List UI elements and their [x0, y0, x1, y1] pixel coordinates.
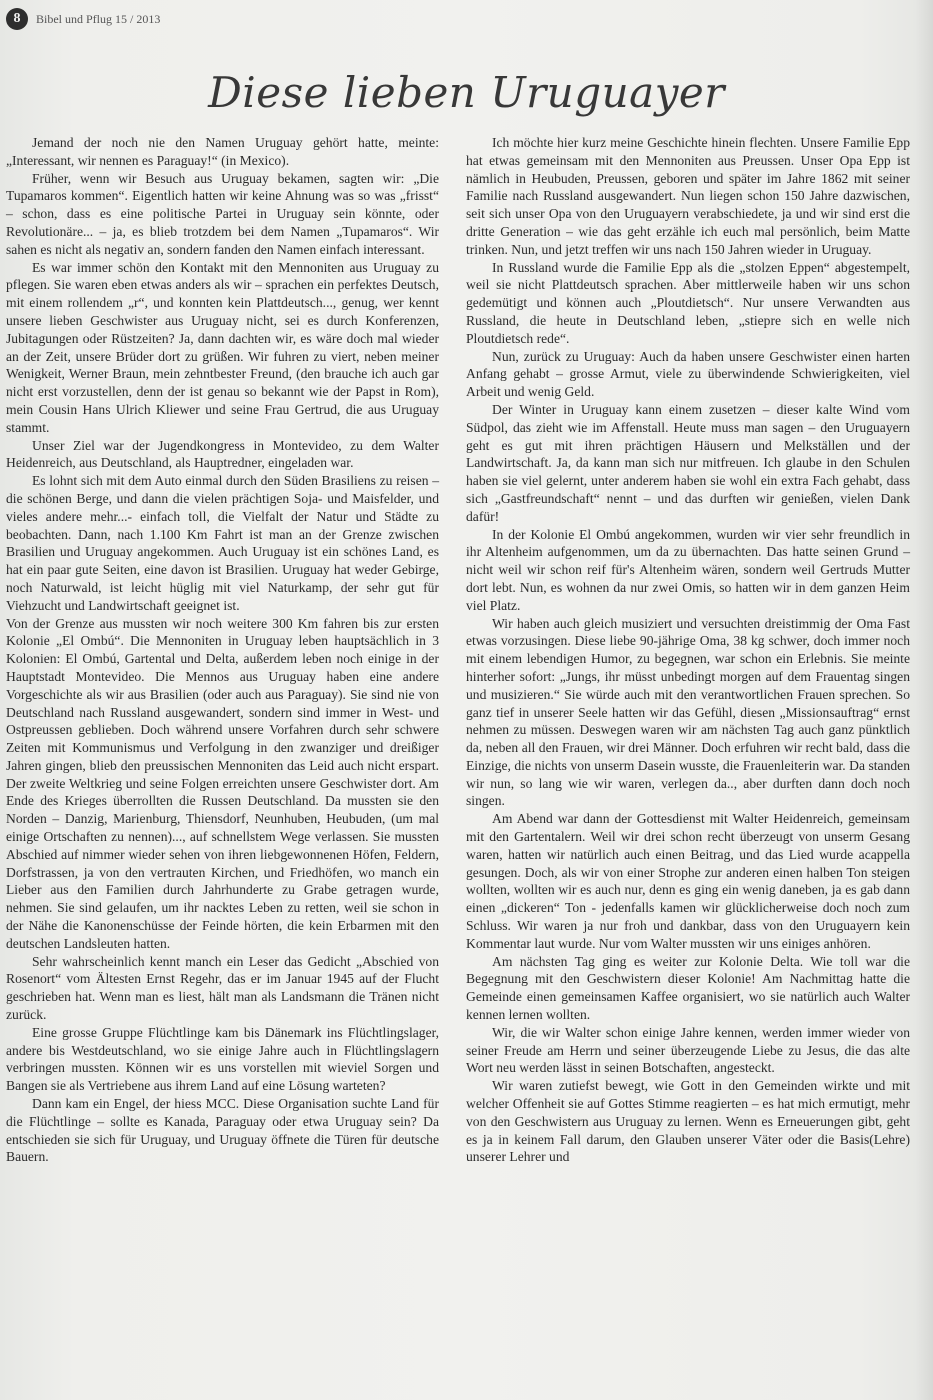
- paragraph: Es war immer schön den Kontakt mit den Mennoniten aus Uruguay zu pflegen. Sie waren eben etwas anders als wir – sprachen ein perfektes Deutsch, mit einem rollendem „r“, und konnten kein Plattdeutsch..., genug, wer kennt unsere lieben Geschwister aus Uruguay nicht, sei es durch Konferenzen, Jubitagungen oder Rüstzeiten? Ja, dann dachten wir, es wäre doch mal wieder an der Zeit, unsere Brüder dort zu grüßen. Wir fuhren zu viert, neben meiner Wenigkeit, Werner Braun, mein zehntbester Freund, (den brauche ich auch gar nicht erst vorzustellen, denn der ist genau so bekannt wie der Papst in Rom), mein Cousin Hans Ulrich Kliewer und seine Frau Gertrud, die aus Uruguay stammt.: [6, 259, 439, 435]
- paragraph: Jemand der noch nie den Namen Uruguay gehört hatte, meinte: „Interessant, wir nennen es Paraguay!“ (in Mexico).: [6, 135, 439, 168]
- paragraph: Von der Grenze aus mussten wir noch weitere 300 Km fahren bis zur ersten Kolonie „El Ombú“. Die Mennoniten in Uruguay leben hauptsächlich in 3 Kolonien: El Ombú, Gartental und Delta, außerdem leben noch einige in der Hauptstadt Montevideo. Die Mennos aus Uruguay haben eine andere Vorgeschichte als wir aus Brasilien (oder auch aus Paraguay). Sie sind nie von Deutschland nach Russland ausgewandert, sondern sind immer in West- und Ostpreussen geblieben. Doch während unsere Vorfahren durch sehr schwere Zeiten mit Kommunismus und Verfolgung in den zwanziger und dreißiger Jahren gingen, blieb den preussischen Mennoniten das Leid auch nicht erspart. Der zweite Weltkrieg und seine Folgen erreichten unsere Geschwister dort. Am Ende des Krieges überrollten die Russen Deutschland. Da mussten sie den Norden – Danzig, Marienburg, Thiensdorf, Neunhuben, Heubuden, (um mal einige Ortschaften zu nennen)..., auf schnellstem Wege verlassen. Sie mussten Abschied auf nimmer wieder sehen von ihren liebgewonnenen Höfen, Feldern, Dorfstrassen, ja von den vertrauten Kirchen, und Friedhöfen, wo manch ein Lieber aus den Familien durch Jahrhunderte zu Grabe getragen wurde, nehmen. Sie sind gelaufen, um ihr nacktes Leben zu retten, weil sie schon in der Nähe die Kanonenschüsse der Feinde hörten, die kein Erbarmen mit den deutschen Landsleuten hatten.: [6, 615, 439, 951]
- left-column: [6, 134, 439, 1166]
- paragraph: Am nächsten Tag ging es weiter zur Kolonie Delta. Wie toll war die Begegnung mit den Geschwistern dieser Kolonie! Am Nachmittag hatte die Gemeinde einen gemeinsamen Kaffee organisiert, wo sie natürlich auch Walter kennen lernen wollten.: [466, 953, 910, 1023]
- paragraph: Wir, die wir Walter schon einige Jahre kennen, werden immer wieder von seiner Freude am Herrn und seiner überzeugende Liebe zu Jesus, die das alte Wort neu werden lässt in seinen Botschaften, angesteckt.: [466, 1024, 910, 1076]
- paragraph: Ich möchte hier kurz meine Geschichte hinein flechten. Unsere Familie Epp hat etwas gemeinsam mit den Mennoniten aus Preussen. Unser Opa Epp ist nämlich in Heubuden, Preussen, geboren und später im Jahre 1862 mit seiner Familie nach Russland ausgewandert. Nun liegen schon 150 Jahre dazwischen, seit sich unser Opa von den Uruguayern verabschiedete, ja und wir sind erst die dritte Generation – wie das geht erzähle ich euch mal persönlich, beim Matte trinken. Nun, und jetzt treffen wir uns nach 150 Jahren wieder in Uruguay.: [466, 135, 910, 257]
- paragraph: In Russland wurde die Familie Epp als die „stolzen Eppen“ abgestempelt, weil sie nicht Plattdeutsch sprachen. Aber mittlerweile haben wir uns schon gedemütigt und können auch „Ploutdietsch“. Nur unsere Verwandten aus Russland, die heute in Deutschland leben, „stiepre sich en welle nich Ploutdietsch rede“.: [466, 259, 910, 346]
- paragraph: Dann kam ein Engel, der hiess MCC. Diese Organisation suchte Land für die Flüchtlinge – sollte es Kanada, Paraguay oder etwa Uruguay sein? Da entschieden sie sich für Uruguay, und Uruguay öffnete die Türen für deutsche Bauern.: [6, 1096, 439, 1165]
- right-column: [466, 134, 910, 1166]
- paragraph: Eine grosse Gruppe Flüchtlinge kam bis Dänemark ins Flüchtlingslager, andere bis Westdeutschland, wo sie einige Jahre auch in Flüchtlingslagern verbringen mussten. Können wir es uns vorstellen mit wieviel Sorgen und Bangen sie als Vertriebene aus ihrem Land auf eine Lösung warteten?: [6, 1024, 439, 1094]
- paragraph: Wir haben auch gleich musiziert und versuchten dreistimmig der Oma Fast etwas vorzusingen. Diese liebe 90-jährige Oma, 38 kg schwer, doch immer noch mit einem lebendigen Humor, zu begegnen, war schon ein Erlebnis. Sie meinte hinterher sofort: „Jungs, ihr müsst unbedingt morgen auf dem Frauentag singen und musizieren.“ Sie würde auch mit den verantwortlichen Frauen sprechen. So ganz tief in unserer Seele hatten wir das Gefühl, diesen „Missionsauftrag“ ernst nehmen zu müssen. Deswegen waren wir am nächsten Tag auch ganz pünktlich da, neben all den Frauen, wir drei Männer. Doch erfuhren wir recht bald, dass die Einzige, die nichts von unserm Dasein wusste, die Frauenleiterin war. Da standen wir nun, so lang wie wir waren, verlegen da.., aber durften dann doch noch singen.: [466, 615, 910, 809]
- page-header: [6, 8, 160, 30]
- paragraph: Früher, wenn wir Besuch aus Uruguay bekamen, sagten wir: „Die Tupamaros kommen“. Eigentlich hatten wir keine Ahnung was so was „frisst“ – schon, dass es eine politische Partei in Uruguay sein könnte, oder Revolutionäre... – ja, es blieb trotzdem bei dem Namen „Tupamaros“. Wir sahen es nicht als negativ an, sondern fanden den Namen einfach interessant.: [6, 170, 439, 257]
- paragraph: Unser Ziel war der Jugendkongress in Montevideo, zu dem Walter Heidenreich, aus Deutschland, als Hauptredner, eingeladen war.: [6, 437, 439, 471]
- paragraph: Nun, zurück zu Uruguay: Auch da haben unsere Geschwister einen harten Anfang gehabt – grosse Armut, viele zu überwindende Schwierigkeiten, viel Arbeit und wenig Geld.: [466, 348, 910, 400]
- paragraph: Der Winter in Uruguay kann einem zusetzen – dieser kalte Wind vom Südpol, das zieht wie im Affenstall. Heute muss man sagen – den Uruguayern geht es gut mit ihren prächtigen Häusern und Melkställen und der Landwirtschaft. Ja, da kann man sich nur mitfreuen. Ich glaube in den Schulen haben sie viel gelernt, unter anderem haben sie wohl ein extra Fach gehabt, dass sich „Gastfreundschaft“ nennt – und das durften wir genießen, vielen Dank dafür!: [466, 401, 910, 524]
- paragraph: In der Kolonie El Ombú angekommen, wurden wir vier sehr freundlich in ihr Altenheim aufgenommen, um da zu übernachten. Das hatte seinen Grund – nicht weil wir schon reif für's Altenheim wären, sondern weil Gertruds Mutter dort lebt. Nun, es wohnen da nur zwei Omis, so hatten wir in dem ganzen Heim viel Platz.: [466, 526, 910, 613]
- page-edge-shadow: [915, 0, 933, 1400]
- paragraph: Es lohnt sich mit dem Auto einmal durch den Süden Brasiliens zu reisen – die schönen Berge, und dann die vielen prächtigen Soja- und Maisfelder, und vieles andere mehr...- einfach toll, die Vielfalt der Natur und Städte zu beobachten. Dann, nach 1.100 Km Fahrt ist man an der Grenze zwischen Brasilien und Uruguay angekommen. Auch Uruguay ist ein schönes Land, es hat ein paar gute Seiten, eine davon ist Brasilien. Uruguay hat weder Gebirge, noch Naturwald, ist leicht hüglig mit viel Naturkamp, der sehr gut für Viehzucht und Landwirtschaft geeignet ist.: [6, 473, 439, 613]
- paragraph: Sehr wahrscheinlich kennt manch ein Leser das Gedicht „Abschied von Rosenort“ vom Ältesten Ernst Regehr, das er im Januar 1945 auf der Flucht geschrieben hat. Wenn man es liest, hält man als Landsmann die Tränen nicht zurück.: [6, 953, 439, 1023]
- running-head: Bibel und Pflug 15 / 2013: [36, 11, 161, 26]
- page-number-badge: 8: [6, 8, 28, 30]
- paragraph: Wir waren zutiefst bewegt, wie Gott in den Gemeinden wirkte und mit welcher Offenheit sie auf Gottes Stimme reagierten – es hat mich ermutigt, mehr von den Geschwistern aus Uruguay zu lernen. Wenn es Erneuerungen gibt, geht es ja in keinem Fall darum, den Glauben unserer Väter oder die Basis(Lehre) unserer Lehrer und: [466, 1078, 910, 1165]
- paragraph: Am Abend war dann der Gottesdienst mit Walter Heidenreich, gemeinsam mit den Gartentalern. Weil wir drei schon recht überzeugt von unserm Gesang waren, hatten wir natürlich auch einen Beitrag, und das Lied wurde acappella gesungen. Doch, als wir von einer Strophe zur anderen einen halben Ton steigen wollten, wollten wir es auch nur, denn es ging ein wenig daneben, ja es gab dann einen „dickeren“ Ton - jedenfalls kamen wir glücklicherweise doch noch zum Schluss. Wir waren ja nur froh und dankbar, dass von den Uruguayern kein Kommentar laut wurde. Nur vom Walter mussten wir uns einiges anhören.: [466, 811, 910, 951]
- article-title: Diese lieben Uruguayer: [208, 68, 725, 117]
